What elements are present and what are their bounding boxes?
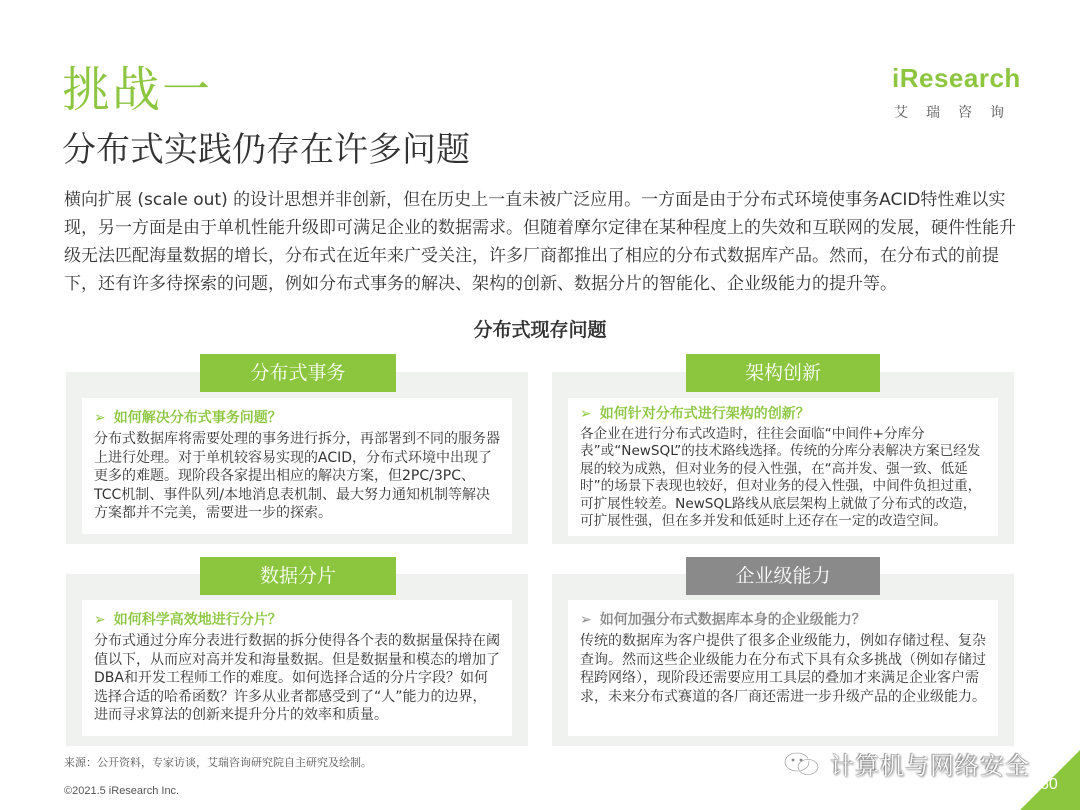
- panel-enterprise-capability: [552, 574, 1014, 746]
- page-number: 60: [1040, 776, 1058, 793]
- question-line: [94, 610, 500, 630]
- card-data-sharding: [82, 600, 512, 736]
- answer-text: 分布式数据库将需要处理的事务进行拆分，再部署到不同的服务器上进行处理。对于单机较容易实现的ACID，分布式环境中出现了更多的难题。现阶段各家提出相应的解决方案，但2PC/3PC、TCC机制、事件队列/本地消息表机制、最大努力通知机制等解决方案都并不完美，需要进一步的探索。: [94, 431, 500, 522]
- arrow-right-icon: ➢: [94, 612, 106, 628]
- iresearch-logo: [892, 58, 1032, 128]
- source-note: 来源：公开资料，专家访谈，艾瑞咨询研究院自主研究及绘制。: [64, 756, 372, 769]
- arrow-right-icon: ➢: [94, 410, 106, 426]
- card-architecture-innovation: [568, 398, 998, 536]
- panel-architecture-innovation: [552, 372, 1014, 544]
- page-subtitle: 分布式实践仍存在许多问题: [62, 130, 470, 170]
- panel-header-architecture-innovation: 架构创新: [686, 354, 880, 392]
- page-title: 挑战一: [62, 62, 213, 118]
- panel-header-enterprise-capability: 企业级能力: [686, 557, 880, 595]
- answer-text: 分布式通过分库分表进行数据的拆分使得各个表的数据量保持在阈值以下，从而应对高并发和海量数据。但是数据量和模态的增加了DBA和开发工程师工作的难度。如何选择合适的分片字段？如何选择合适的哈希函数？许多从业者都感受到了“人”能力的边界，进而寻求算法的创新来提升分片的效率和质量。: [94, 633, 500, 724]
- question-text: 如何加强分布式数据库本身的企业级能力？: [599, 612, 866, 628]
- question-text: 如何针对分布式进行架构的创新？: [599, 406, 810, 422]
- question-line: [94, 408, 500, 428]
- logo-word: iResearch: [892, 63, 1021, 93]
- question-line: [580, 610, 986, 630]
- panel-header-data-sharding: 数据分片: [200, 557, 396, 595]
- card-enterprise-capability: [568, 600, 998, 736]
- section-title: 分布式现存问题: [473, 319, 607, 341]
- answer-text: 各企业在进行分布式改造时，往往会面临“中间件+分库分表”或“NewSQL”的技术路线选择。传统的分库分表解决方案已经发展的较为成熟，但对业务的侵入性强，在“高并发、强一致、低延时”的场景下表现也较好，但对业务的侵入性强，中间件负担过重，可扩展性较差。NewSQL路线从底层架构上就做了分布式的改造，可扩展性强，但在多并发和低延时上还存在一定的改造空间。: [580, 426, 982, 530]
- card-distributed-transaction: [82, 398, 512, 534]
- panel-data-sharding: [66, 574, 528, 746]
- watermark-text: 计算机与网络安全: [830, 752, 1030, 780]
- answer-text: 传统的数据库为客户提供了很多企业级能力，例如存储过程、复杂查询。然而这些企业级能力在分布式下具有众多挑战（例如存储过程跨网络），现阶段还需要应用工具层的叠加才来满足企业客户需求，未来分布式赛道的各厂商还需进一步升级产品的企业级能力。: [580, 633, 986, 705]
- question-text: 如何解决分布式事务问题？: [113, 410, 282, 426]
- question-line: [580, 404, 986, 424]
- panel-header-distributed-transaction: 分布式事务: [200, 354, 396, 392]
- arrow-right-icon: ➢: [580, 612, 592, 628]
- panel-distributed-transaction: [66, 372, 528, 544]
- arrow-right-icon: ➢: [580, 406, 592, 422]
- question-text: 如何科学高效地进行分片？: [113, 612, 282, 628]
- wechat-icon: [782, 750, 822, 778]
- copyright: ©2021.5 iResearch Inc.: [64, 785, 180, 797]
- logo-subtext: 艾瑞咨询: [894, 105, 1022, 121]
- intro-paragraph: 横向扩展 (scale out) 的设计思想并非创新，但在历史上一直未被广泛应用。一方面是由于分布式环境使事务ACID特性难以实现，另一方面是由于单机性能升级即可满足企业的数据需求。但随着摩尔定律在某种程度上的失效和互联网的发展，硬件性能升级无法匹配海量数据的增长，分布式在近年来广受关注，许多厂商都推出了相应的分布式数据库产品。然而，在分布式的前提下，还有许多待探索的问题，例如分布式事务的解决、架构的创新、数据分片的智能化、企业级能力的提升等。: [64, 190, 1016, 294]
